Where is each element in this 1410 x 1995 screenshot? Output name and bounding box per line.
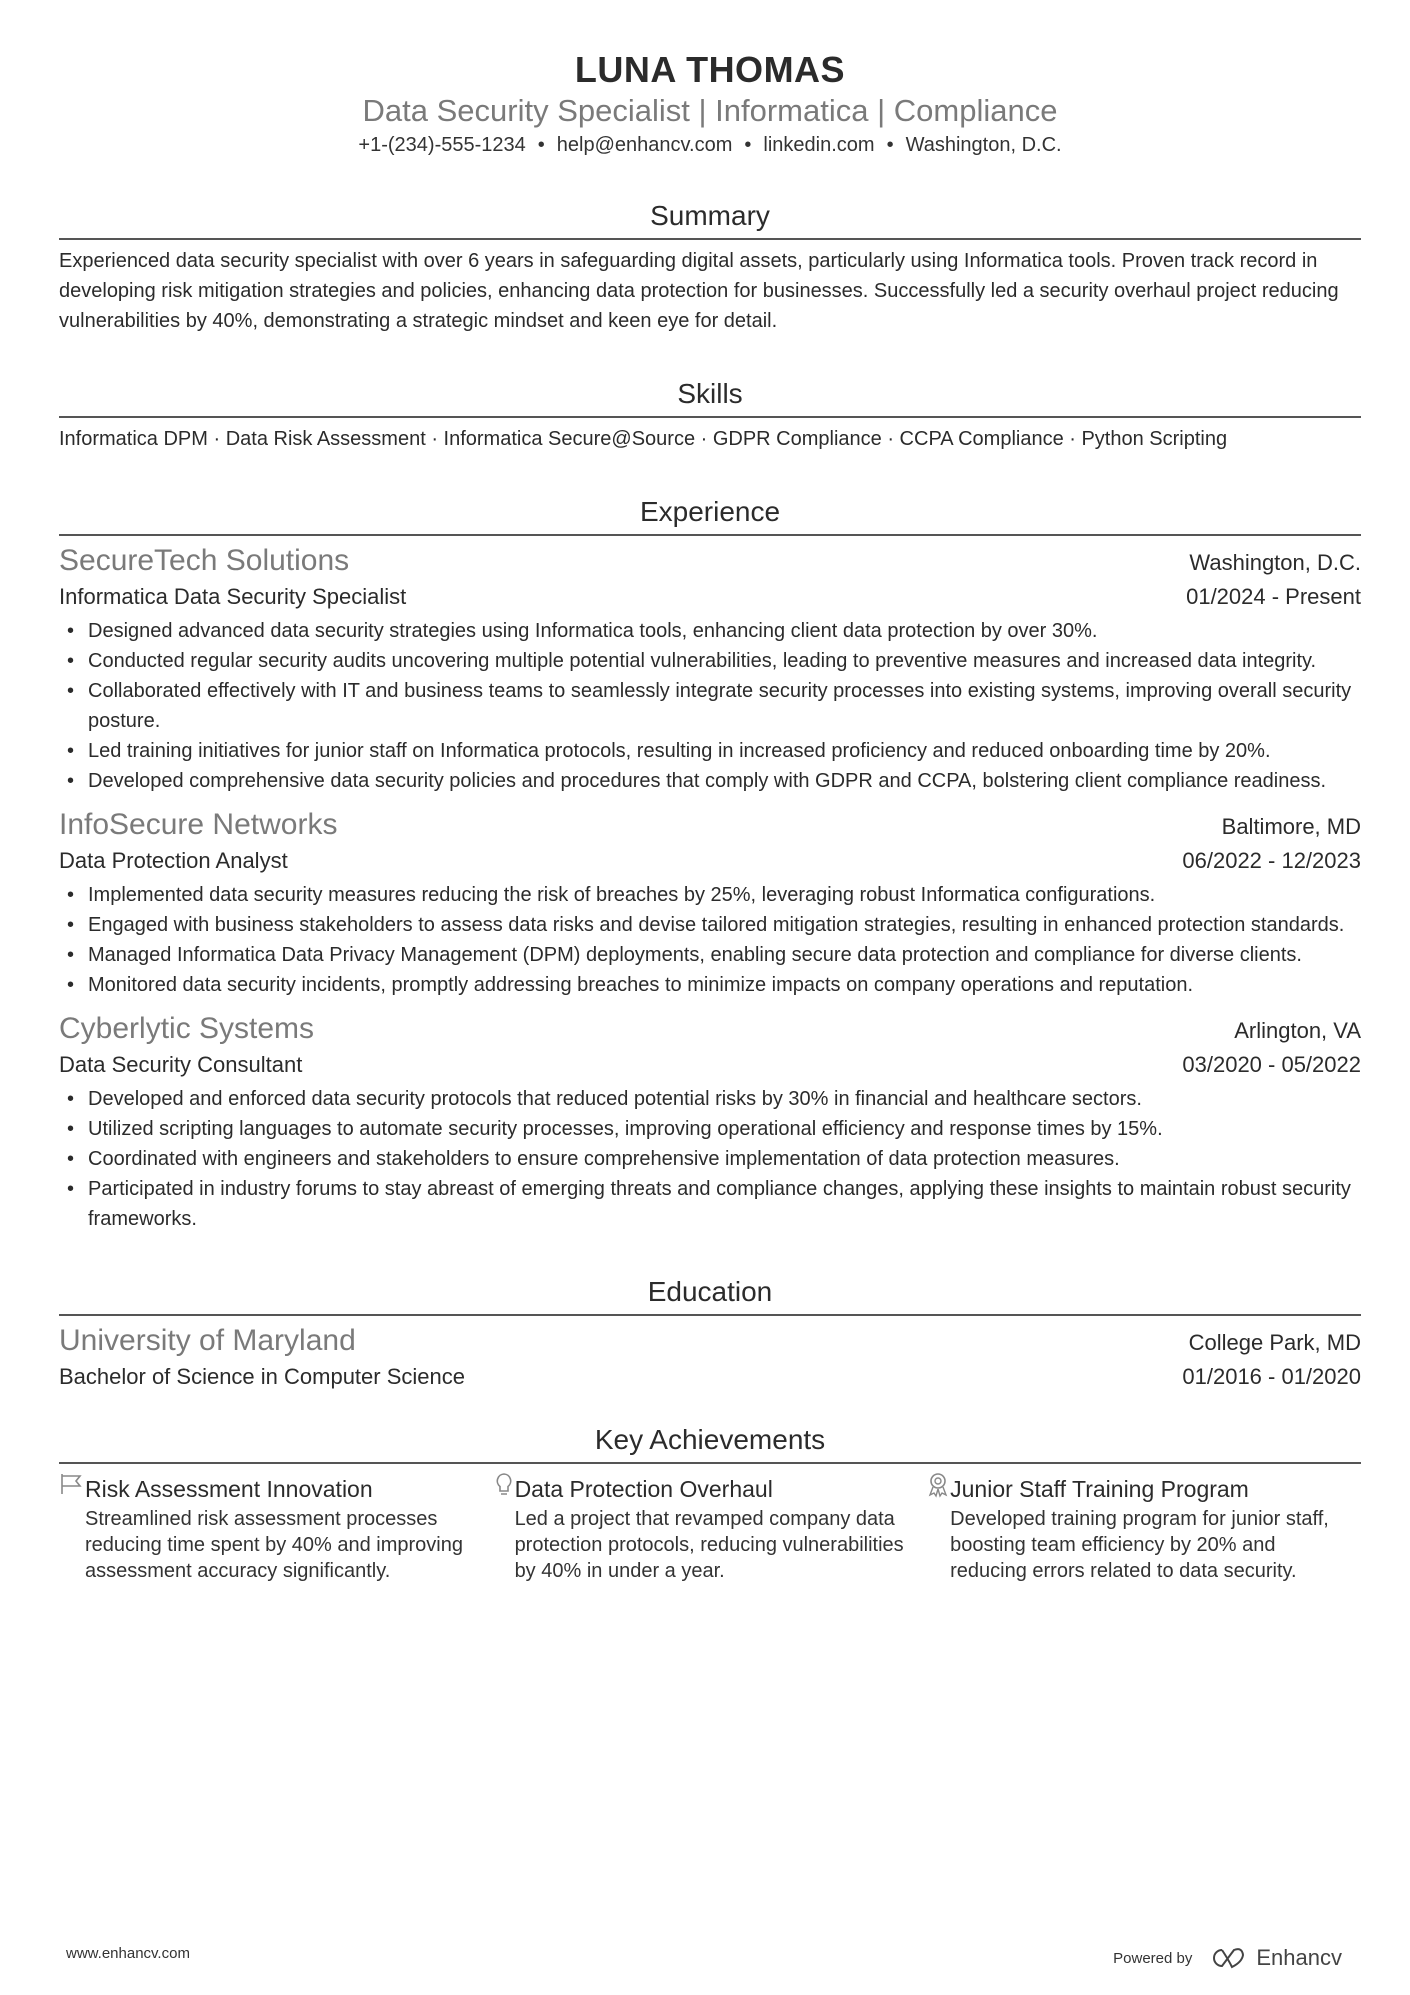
job-bullet: • Conducted regular security audits uncovering multiple potential vulnerabilities, leading to preventive measures and increased data integrity. — [59, 646, 1361, 676]
education-dates: 01/2016 - 01/2020 — [1182, 1364, 1361, 1389]
candidate-name: LUNA THOMAS — [574, 49, 846, 90]
job-bullets — [59, 616, 1361, 796]
job-bullet: • Engaged with business stakeholders to assess data risks and devise tailored mitigation strategies, resulting in enhanced protection standards. — [59, 910, 1361, 940]
flag-icon — [59, 1472, 85, 1584]
job-bullets — [59, 1084, 1361, 1234]
job-dates: 06/2022 - 12/2023 — [1182, 848, 1361, 873]
job-bullets — [59, 880, 1361, 1000]
company-name: SecureTech Solutions — [59, 544, 350, 577]
phone: +1-(234)-555-1234 — [358, 134, 526, 156]
job-dates: 01/2024 - Present — [1186, 584, 1361, 609]
brand-name: Enhancv — [1256, 1945, 1342, 1970]
job-bullet: • Utilized scripting languages to automate security processes, improving operational efficiency and response times by 15%. — [59, 1114, 1361, 1144]
job-location: Baltimore, MD — [1221, 814, 1361, 839]
achievement-title: Risk Assessment Innovation — [85, 1476, 373, 1502]
job-bullet: • Designed advanced data security strategies using Informatica tools, enhancing client data protection by over 30%. — [59, 616, 1361, 646]
achievement-item — [926, 1472, 1360, 1584]
achievement-description: Developed training program for junior staff, boosting team efficiency by 20% and reducing errors related to data security. — [950, 1508, 1329, 1582]
job-entry — [59, 542, 1361, 796]
achievement-description: Streamlined risk assessment processes reducing time spent by 40% and improving assessment accuracy significantly. — [85, 1508, 463, 1582]
achievements-heading: Key Achievements — [59, 1422, 1361, 1464]
enhancv-logo-icon — [1208, 1947, 1248, 1969]
summary-text: Experienced data security specialist with over 6 years in safeguarding digital assets, particularly using Informatica tools. Proven track record in developing risk mitigation strategies and policies, enhancing data protection for businesses. Successfully led a security overhaul project reducing vulnerabilities by 40%, demonstrating a strategic mindset and keen eye for detail. — [59, 250, 1339, 332]
company-name: Cyberlytic Systems — [59, 1012, 315, 1045]
job-bullet: • Coordinated with engineers and stakeholders to ensure comprehensive implementation of data protection measures. — [59, 1144, 1361, 1174]
job-entry — [59, 806, 1361, 1000]
job-role: Data Security Consultant — [59, 1052, 303, 1077]
school-name: University of Maryland — [59, 1324, 356, 1357]
resume — [59, 48, 1361, 1584]
separator: • — [744, 134, 752, 156]
education-heading: Education — [59, 1274, 1361, 1316]
lightbulb-icon — [493, 1472, 515, 1584]
job-role: Data Protection Analyst — [59, 848, 288, 873]
company-name: InfoSecure Networks — [59, 808, 338, 841]
contact-line — [59, 130, 1361, 160]
achievement-item — [493, 1472, 927, 1584]
experience-heading: Experience — [59, 494, 1361, 536]
separator: • — [886, 134, 894, 156]
job-location: Arlington, VA — [1234, 1018, 1361, 1043]
job-dates: 03/2020 - 05/2022 — [1182, 1052, 1361, 1077]
award-icon — [926, 1472, 950, 1584]
education-entry — [59, 1322, 1361, 1394]
job-bullet: • Developed comprehensive data security policies and procedures that comply with GDPR and CCPA, bolstering client compliance readiness. — [59, 766, 1361, 796]
job-bullet: • Monitored data security incidents, promptly addressing breaches to minimize impacts on company operations and reputation. — [59, 970, 1361, 1000]
summary-heading: Summary — [59, 198, 1361, 240]
job-location: Washington, D.C. — [1189, 550, 1361, 575]
linkedin-link[interactable]: linkedin.com — [763, 134, 875, 156]
job-bullet: • Led training initiatives for junior staff on Informatica protocols, resulting in increased proficiency and reduced onboarding time by 20%. — [59, 736, 1361, 766]
email-link[interactable]: help@enhancv.com — [556, 134, 733, 156]
degree: Bachelor of Science in Computer Science — [59, 1364, 465, 1389]
candidate-title: Data Security Specialist | Informatica | Compliance — [362, 93, 1058, 128]
enhancv-logo — [1208, 1945, 1342, 1971]
job-bullet: • Managed Informatica Data Privacy Management (DPM) deployments, enabling secure data protection and compliance for diverse clients. — [59, 940, 1361, 970]
job-bullet: • Implemented data security measures reducing the risk of breaches by 25%, leveraging robust Informatica configurations. — [59, 880, 1361, 910]
job-bullet: • Developed and enforced data security protocols that reduced potential risks by 30% in financial and healthcare sectors. — [59, 1084, 1361, 1114]
website-link[interactable]: www.enhancv.com — [66, 1945, 190, 1962]
powered-by: Powered by — [1113, 1949, 1193, 1967]
separator: • — [537, 134, 545, 156]
job-entry — [59, 1010, 1361, 1234]
skills-text: Informatica DPM · Data Risk Assessment · Informatica Secure@Source · GDPR Compliance · CCPA Compliance · Python Scripting — [59, 428, 1228, 450]
location: Washington, D.C. — [905, 134, 1062, 156]
skills-heading: Skills — [59, 376, 1361, 418]
achievement-title: Data Protection Overhaul — [514, 1476, 773, 1502]
job-bullet: • Participated in industry forums to stay abreast of emerging threats and compliance changes, applying these insights to maintain robust security frameworks. — [59, 1174, 1361, 1234]
achievement-title: Junior Staff Training Program — [950, 1476, 1249, 1502]
school-location: College Park, MD — [1188, 1330, 1361, 1355]
job-role: Informatica Data Security Specialist — [59, 584, 407, 609]
achievement-description: Led a project that revamped company data protection protocols, reducing vulnerabilities by 40% in under a year. — [514, 1508, 904, 1582]
footer — [66, 1945, 1342, 1971]
job-bullet: • Collaborated effectively with IT and business teams to seamlessly integrate security processes into existing systems, improving overall security posture. — [59, 676, 1361, 736]
achievement-item — [59, 1472, 493, 1584]
